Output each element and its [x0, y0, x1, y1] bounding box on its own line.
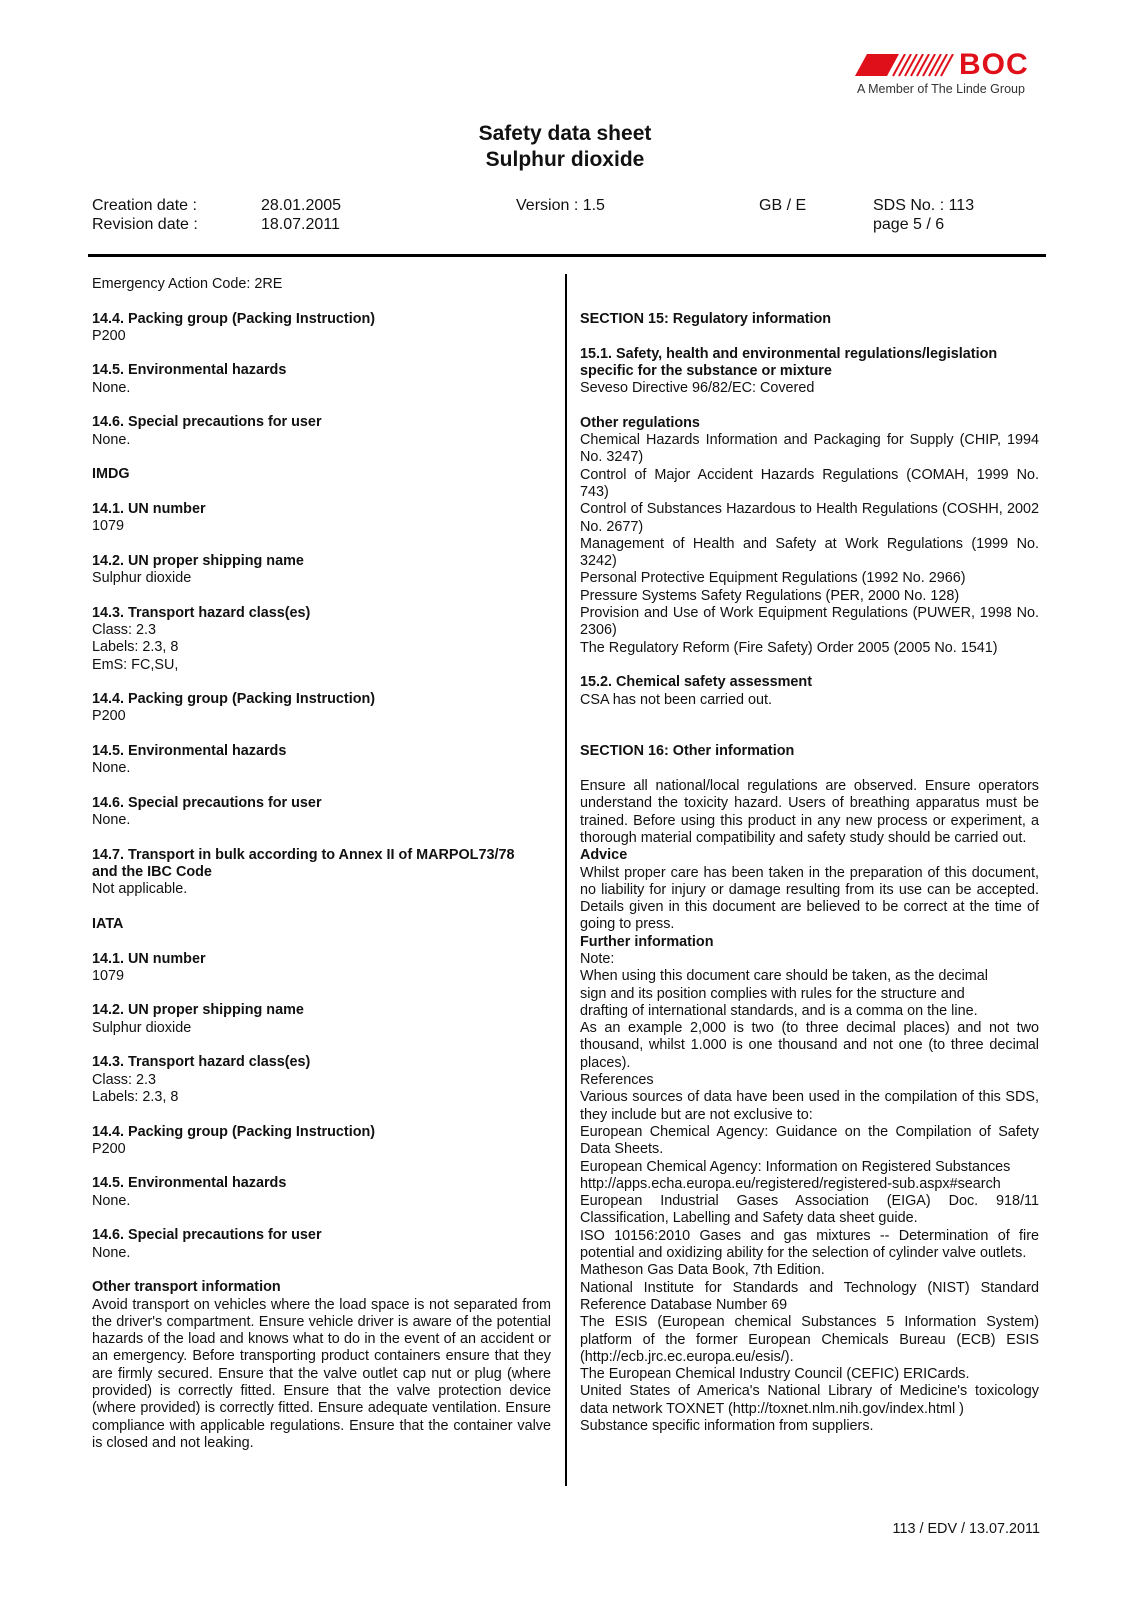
body-text: Labels: 2.3, 8	[92, 639, 179, 656]
section-heading: SECTION 15: Regulatory information	[580, 311, 832, 327]
body-text: 1079	[92, 967, 125, 984]
section-block	[580, 311, 1039, 328]
section-block	[92, 847, 551, 899]
body-text: None.	[92, 379, 131, 396]
document-title: Safety data sheet	[478, 122, 652, 145]
body-text: sign and its position complies with rules for the structure and	[580, 985, 965, 1002]
section-heading: 14.4. Packing group (Packing Instruction)	[92, 310, 376, 327]
section-block	[92, 1002, 551, 1037]
revision-date-label: Revision date :	[92, 216, 198, 233]
section-block	[92, 916, 551, 933]
body-text: P200	[92, 327, 126, 344]
left-column	[92, 276, 551, 1469]
section-heading: IMDG	[92, 466, 130, 483]
body-text: European Chemical Agency: Information on Registered Substances	[580, 1158, 1011, 1175]
section-heading: 15.2. Chemical safety assessment	[580, 674, 812, 691]
body-text: References	[580, 1072, 654, 1089]
section-block	[580, 415, 1039, 657]
section-heading: SECTION 16: Other information	[580, 743, 795, 760]
section-block	[580, 778, 1039, 1435]
body-text: National Institute for Standards and Technology (NIST) Standard Reference Database Number 69	[580, 1279, 1039, 1313]
body-text: Avoid transport on vehicles where the load space is not separated from the driver's compartment. Ensure vehicle driver is aware of the potential hazards of the load and knows what to do in the event of an accident or an emergency. Before transporting product containers ensure that they are firmly secured. Ensure that the valve outlet cap nut or plug (where provided) is correctly fitted. Ensure that the valve protection device (where provided) is correctly fitted. Ensure adequate ventilation. Ensure compliance with applicable regulations. Ensure that the container valve is closed and not leaking.	[92, 1296, 551, 1451]
body-text: Personal Protective Equipment Regulations (1992 No. 2966)	[580, 570, 966, 587]
section-heading: 14.5. Environmental hazards	[92, 743, 287, 760]
boc-stripes-icon	[855, 54, 957, 78]
boc-logo	[855, 48, 1045, 102]
section-heading: 14.4. Packing group (Packing Instruction)	[92, 1123, 376, 1140]
logo-brand: BOC	[959, 48, 1029, 81]
body-text: http://apps.echa.europa.eu/registered/registered-sub.aspx#search	[580, 1175, 1001, 1192]
body-text: Pressure Systems Safety Regulations (PER, 2000 No. 128)	[580, 587, 960, 604]
body-text: None.	[92, 1244, 131, 1261]
body-text: The European Chemical Industry Council (CEFIC) ERICards.	[580, 1366, 970, 1383]
body-text: Note:	[580, 950, 615, 967]
section-heading: 14.1. UN number	[92, 950, 206, 967]
body-text: P200	[92, 1140, 126, 1157]
section-heading: 14.2. UN proper shipping name	[92, 552, 304, 569]
body-text: When using this document care should be taken, as the decimal	[580, 968, 988, 985]
section-heading: 14.5. Environmental hazards	[92, 1175, 287, 1192]
section-block	[580, 346, 1039, 398]
body-text: None.	[92, 812, 131, 829]
body-text: Emergency Action Code: 2RE	[92, 276, 283, 292]
body-text: EmS: FC,SU,	[92, 656, 179, 673]
right-column	[580, 311, 1039, 1453]
body-text: The ESIS (European chemical Substances 5 Information System) platform of the former European Chemicals Bureau (ECB) ESIS (http://ecb.jrc.ec.europa.eu/esis/).	[580, 1314, 1039, 1365]
section-block	[92, 1227, 551, 1262]
body-text: European Industrial Gases Association (EIGA) Doc. 918/11 Classification, Labelling and Safety data sheet guide.	[580, 1193, 1039, 1227]
body-text: Sulphur dioxide	[92, 570, 192, 587]
section-heading: 14.6. Special precautions for user	[92, 794, 322, 811]
body-text: As an example 2,000 is two (to three decimal places) and not two thousand, whilst 1.000 is one thousand and not one (to three decimal places).	[580, 1020, 1039, 1071]
section-heading: 14.6. Special precautions for user	[92, 414, 322, 431]
column-divider	[565, 274, 567, 1486]
section-block	[92, 951, 551, 986]
body-text: Whilst proper care has been taken in the preparation of this document, no liability for injury or damage resulting from its use can be accepted. Details given in this document are believed to be correct at the time of going to press.	[580, 864, 1039, 933]
header-rule	[88, 254, 1046, 257]
section-heading: 14.1. UN number	[92, 500, 206, 517]
section-heading: 14.3. Transport hazard class(es)	[92, 1054, 311, 1071]
body-text: Control of Substances Hazardous to Health Regulations (COSHH, 2002 No. 2677)	[580, 501, 1039, 535]
body-text: Various sources of data have been used in the compilation of this SDS, they include but are not exclusive to:	[580, 1089, 1039, 1123]
creation-date-label: Creation date :	[92, 197, 197, 214]
body-text: Control of Major Accident Hazards Regulations (COMAH, 1999 No. 743)	[580, 466, 1039, 500]
section-heading: 14.7. Transport in bulk according to Annex II of MARPOL73/78	[92, 846, 515, 863]
section-heading: 14.4. Packing group (Packing Instruction)	[92, 691, 376, 708]
section-heading: and the IBC Code	[92, 864, 212, 881]
body-text: The Regulatory Reform (Fire Safety) Order 2005 (2005 No. 1541)	[580, 639, 998, 656]
substance-name: Sulphur dioxide	[485, 148, 645, 171]
section-block	[92, 1124, 551, 1159]
page-number: page 5 / 6	[873, 216, 945, 233]
section-block	[92, 362, 551, 397]
body-text: Class: 2.3	[92, 1071, 156, 1088]
subheading: Further information	[580, 933, 714, 950]
body-text: Substance specific information from suppliers.	[580, 1418, 874, 1434]
section-heading: IATA	[92, 915, 124, 932]
creation-date-value: 28.01.2005	[261, 197, 342, 214]
section-block	[92, 1175, 551, 1210]
section-block	[92, 743, 551, 778]
footer-reference: 113 / EDV / 13.07.2011	[892, 1521, 1040, 1537]
body-text: Not applicable.	[92, 881, 188, 898]
section-block	[92, 414, 551, 449]
revision-date-value: 18.07.2011	[261, 216, 340, 233]
logo-tagline: A Member of The Linde Group	[857, 82, 1025, 96]
section-heading: specific for the substance or mixture	[580, 362, 832, 379]
section-heading: 14.3. Transport hazard class(es)	[92, 604, 311, 621]
section-block	[92, 501, 551, 536]
body-text: Class: 2.3	[92, 621, 156, 638]
section-block	[92, 1054, 551, 1106]
section-block	[92, 1279, 551, 1452]
body-text: Labels: 2.3, 8	[92, 1088, 179, 1105]
subheading: Advice	[580, 847, 628, 864]
body-text: CSA has not been carried out.	[580, 691, 772, 708]
section-heading: 15.1. Safety, health and environmental regulations/legislation	[580, 345, 998, 362]
body-text: Chemical Hazards Information and Packaging for Supply (CHIP, 1994 No. 3247)	[580, 432, 1039, 466]
body-text: Provision and Use of Work Equipment Regulations (PUWER, 1998 No. 2306)	[580, 605, 1039, 639]
section-heading: 14.5. Environmental hazards	[92, 362, 287, 379]
section-block	[92, 311, 551, 346]
body-text: ISO 10156:2010 Gases and gas mixtures -- Determination of fire potential and oxidizing ability for the selection of cylinder valve outlets.	[580, 1227, 1039, 1262]
body-text: Ensure all national/local regulations are observed. Ensure operators understand the toxicity hazard. Users of breathing apparatus must be trained. Before using this product in any new process or experiment, a thorough material compatibility and safety study should be carried out.	[580, 778, 1039, 846]
body-text: United States of America's National Library of Medicine's toxicology data network TOXNET (http://toxnet.nlm.nih.gov/index.html )	[580, 1383, 1039, 1417]
version: Version : 1.5	[516, 197, 605, 214]
section-block	[92, 795, 551, 830]
section-block	[92, 605, 551, 674]
section-block	[92, 553, 551, 588]
body-text: None.	[92, 760, 131, 777]
section-heading: 14.6. Special precautions for user	[92, 1227, 322, 1244]
body-text: drafting of international standards, and is a comma on the line.	[580, 1002, 978, 1019]
body-text: Sulphur dioxide	[92, 1019, 192, 1036]
section-block	[92, 466, 551, 483]
sds-number: SDS No. : 113	[873, 197, 975, 214]
body-text: P200	[92, 708, 126, 725]
section-heading: Other transport information	[92, 1279, 281, 1296]
section-block	[92, 276, 551, 293]
body-text: Management of Health and Safety at Work Regulations (1999 No. 3242)	[580, 535, 1039, 570]
section-heading: 14.2. UN proper shipping name	[92, 1002, 304, 1019]
body-text: 1079	[92, 518, 125, 535]
country-code: GB / E	[759, 197, 807, 214]
section-block	[580, 674, 1039, 709]
body-text: Matheson Gas Data Book, 7th Edition.	[580, 1262, 825, 1279]
section-heading: Other regulations	[580, 414, 700, 431]
body-text: Seveso Directive 96/82/EC: Covered	[580, 380, 815, 397]
body-text: None.	[92, 431, 131, 448]
section-block	[92, 691, 551, 726]
body-text: None.	[92, 1192, 131, 1209]
body-text: European Chemical Agency: Guidance on the Compilation of Safety Data Sheets.	[580, 1123, 1039, 1158]
section-block	[580, 743, 1039, 760]
